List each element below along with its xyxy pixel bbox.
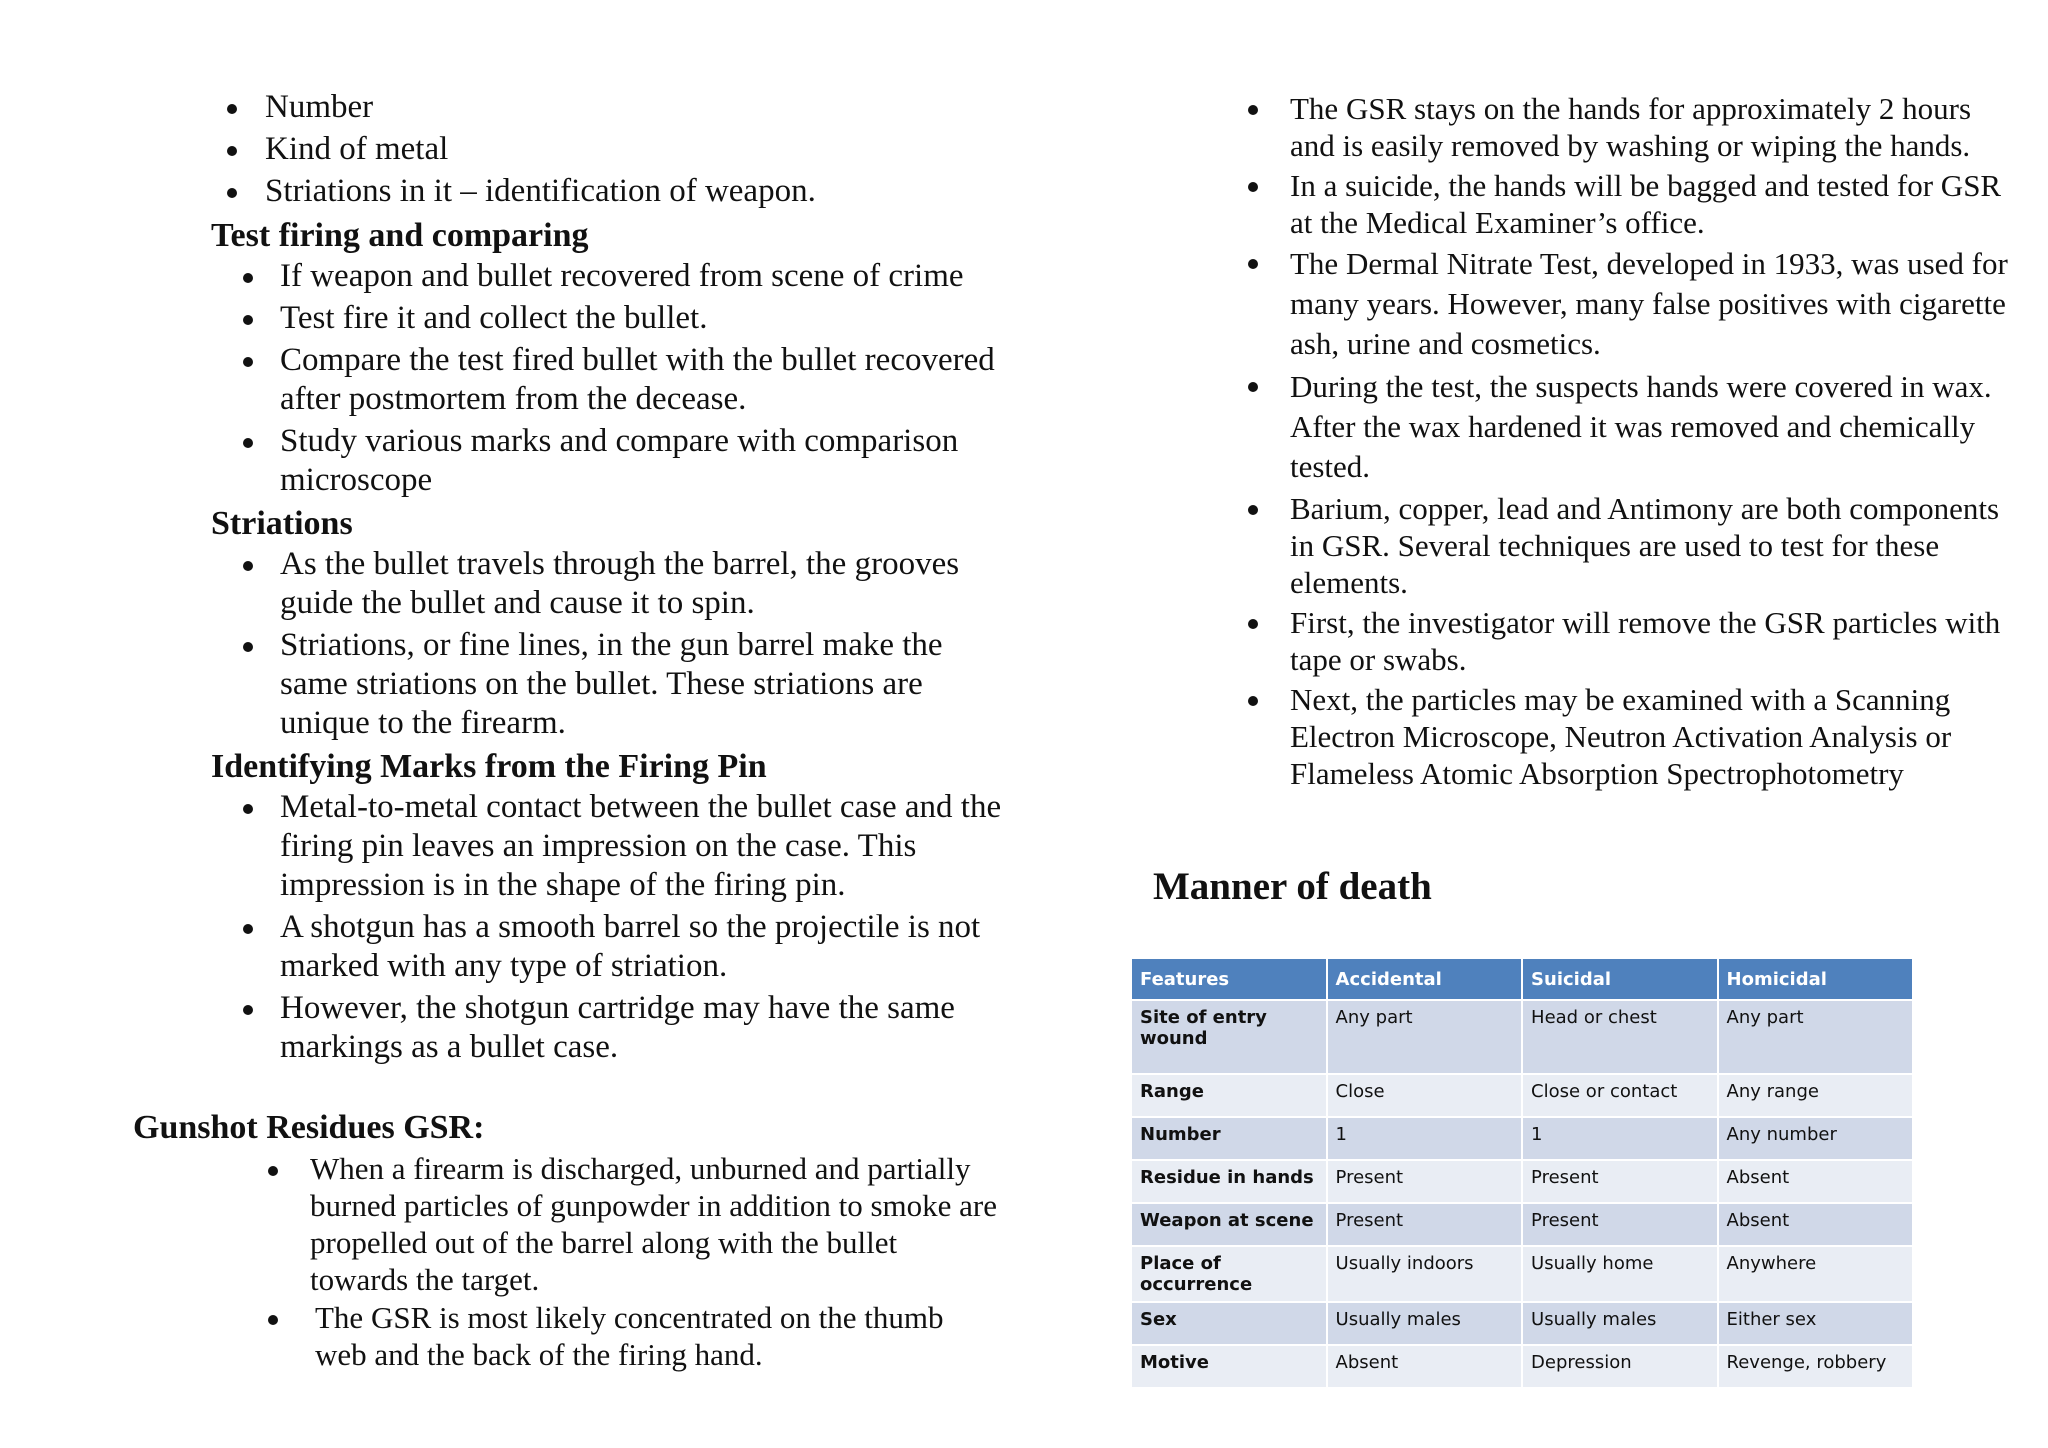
list-item: Test fire it and collect the bullet.	[280, 299, 1005, 338]
table-cell: 1	[1522, 1117, 1717, 1160]
table-cell: Either sex	[1718, 1302, 1913, 1345]
gsr-heading: Gunshot Residues GSR:	[133, 1109, 485, 1146]
table-cell: Site of entry wound	[1131, 1000, 1327, 1074]
intro-list	[265, 88, 985, 214]
table-cell: 1	[1327, 1117, 1523, 1160]
list-item: Next, the particles may be examined with a Scanning Electron Microscope, Neutron Activation Analysis or Flameless Atomic Absorption Spectrophotometry	[1290, 681, 2010, 792]
table-row	[1131, 1246, 1913, 1302]
list-item: The Dermal Nitrate Test, developed in 1933, was used for many years. However, many false positives with cigarette ash, urine and cosmetics.	[1290, 244, 2010, 364]
test-firing-heading: Test firing and comparing	[211, 217, 589, 254]
list-item: Compare the test fired bullet with the bullet recovered after postmortem from the decease.	[280, 341, 1005, 419]
table-cell: Absent	[1327, 1345, 1523, 1388]
striations-heading: Striations	[211, 505, 353, 542]
list-item: The GSR is most likely concentrated on the thumb web and the back of the firing hand.	[310, 1299, 1000, 1373]
table-cell: Present	[1522, 1203, 1717, 1246]
table-cell: Usually males	[1327, 1302, 1523, 1345]
manner-of-death-table	[1130, 957, 1914, 1389]
table-cell: Revenge, robbery	[1718, 1345, 1913, 1388]
table-cell: Head or chest	[1522, 1000, 1717, 1074]
table-cell: Place of occurrence	[1131, 1246, 1327, 1302]
right-column	[1010, 0, 2048, 1448]
list-item: Kind of metal	[265, 130, 985, 169]
table-cell: Close	[1327, 1074, 1523, 1117]
table-cell: Usually indoors	[1327, 1246, 1523, 1302]
list-item: Number	[265, 88, 985, 127]
list-item: During the test, the suspects hands were covered in wax. After the wax hardened it was removed and chemically tested.	[1290, 367, 2010, 487]
firing-pin-heading: Identifying Marks from the Firing Pin	[211, 748, 767, 785]
list-item: A shotgun has a smooth barrel so the projectile is not marked with any type of striation.	[280, 908, 1005, 986]
table-header-row	[1131, 958, 1913, 1000]
list-item: As the bullet travels through the barrel, the grooves guide the bullet and cause it to spin.	[280, 545, 1005, 623]
table-cell: Close or contact	[1522, 1074, 1717, 1117]
manner-of-death-title: Manner of death	[1153, 865, 1432, 908]
table-cell: Present	[1522, 1160, 1717, 1203]
table-cell: Absent	[1718, 1160, 1913, 1203]
table-cell: Range	[1131, 1074, 1327, 1117]
table-row	[1131, 1302, 1913, 1345]
table-cell: Number	[1131, 1117, 1327, 1160]
gsr-list	[310, 1150, 1000, 1374]
table-cell: Present	[1327, 1203, 1523, 1246]
list-item: Metal-to-metal contact between the bullet case and the firing pin leaves an impression on the case. This impression is in the shape of the firing pin.	[280, 788, 1005, 905]
table-cell: Absent	[1718, 1203, 1913, 1246]
column-header: Accidental	[1327, 958, 1523, 1000]
left-column	[0, 0, 1010, 1448]
list-item: Striations, or fine lines, in the gun barrel make the same striations on the bullet. These striations are unique to the firearm.	[280, 626, 1005, 743]
table-cell: Any range	[1718, 1074, 1913, 1117]
list-item: However, the shotgun cartridge may have the same markings as a bullet case.	[280, 989, 1005, 1067]
list-item: In a suicide, the hands will be bagged and tested for GSR at the Medical Examiner’s office.	[1290, 167, 2010, 241]
column-header: Features	[1131, 958, 1327, 1000]
table-cell: Any part	[1327, 1000, 1523, 1074]
table-cell: Anywhere	[1718, 1246, 1913, 1302]
table-cell: Weapon at scene	[1131, 1203, 1327, 1246]
table-cell: Any part	[1718, 1000, 1913, 1074]
table-row	[1131, 1074, 1913, 1117]
table-cell: Any number	[1718, 1117, 1913, 1160]
test-firing-list	[280, 257, 1005, 503]
column-header: Homicidal	[1718, 958, 1913, 1000]
striations-list	[280, 545, 1005, 746]
list-item: The GSR stays on the hands for approximately 2 hours and is easily removed by washing or wiping the hands.	[1290, 90, 2010, 164]
table-cell: Depression	[1522, 1345, 1717, 1388]
table-cell: Present	[1327, 1160, 1523, 1203]
list-item: If weapon and bullet recovered from scene of crime	[280, 257, 1005, 296]
table-row	[1131, 1203, 1913, 1246]
list-item: Barium, copper, lead and Antimony are both components in GSR. Several techniques are used to test for these elements.	[1290, 490, 2010, 601]
table-row	[1131, 1000, 1913, 1074]
column-header: Suicidal	[1522, 958, 1717, 1000]
table-cell: Usually home	[1522, 1246, 1717, 1302]
table-cell: Sex	[1131, 1302, 1327, 1345]
firing-pin-list	[280, 788, 1005, 1070]
table-cell: Motive	[1131, 1345, 1327, 1388]
list-item: Striations in it – identification of weapon.	[265, 172, 985, 211]
table-cell: Usually males	[1522, 1302, 1717, 1345]
table-cell: Residue in hands	[1131, 1160, 1327, 1203]
table-row	[1131, 1345, 1913, 1388]
table-row	[1131, 1160, 1913, 1203]
list-item: First, the investigator will remove the GSR particles with tape or swabs.	[1290, 604, 2010, 678]
table-row	[1131, 1117, 1913, 1160]
gsr-continued-list	[1290, 90, 2010, 795]
list-item: Study various marks and compare with comparison microscope	[280, 422, 1005, 500]
list-item: When a firearm is discharged, unburned and partially burned particles of gunpowder in addition to smoke are propelled out of the barrel along with the bullet towards the target.	[310, 1150, 1000, 1298]
